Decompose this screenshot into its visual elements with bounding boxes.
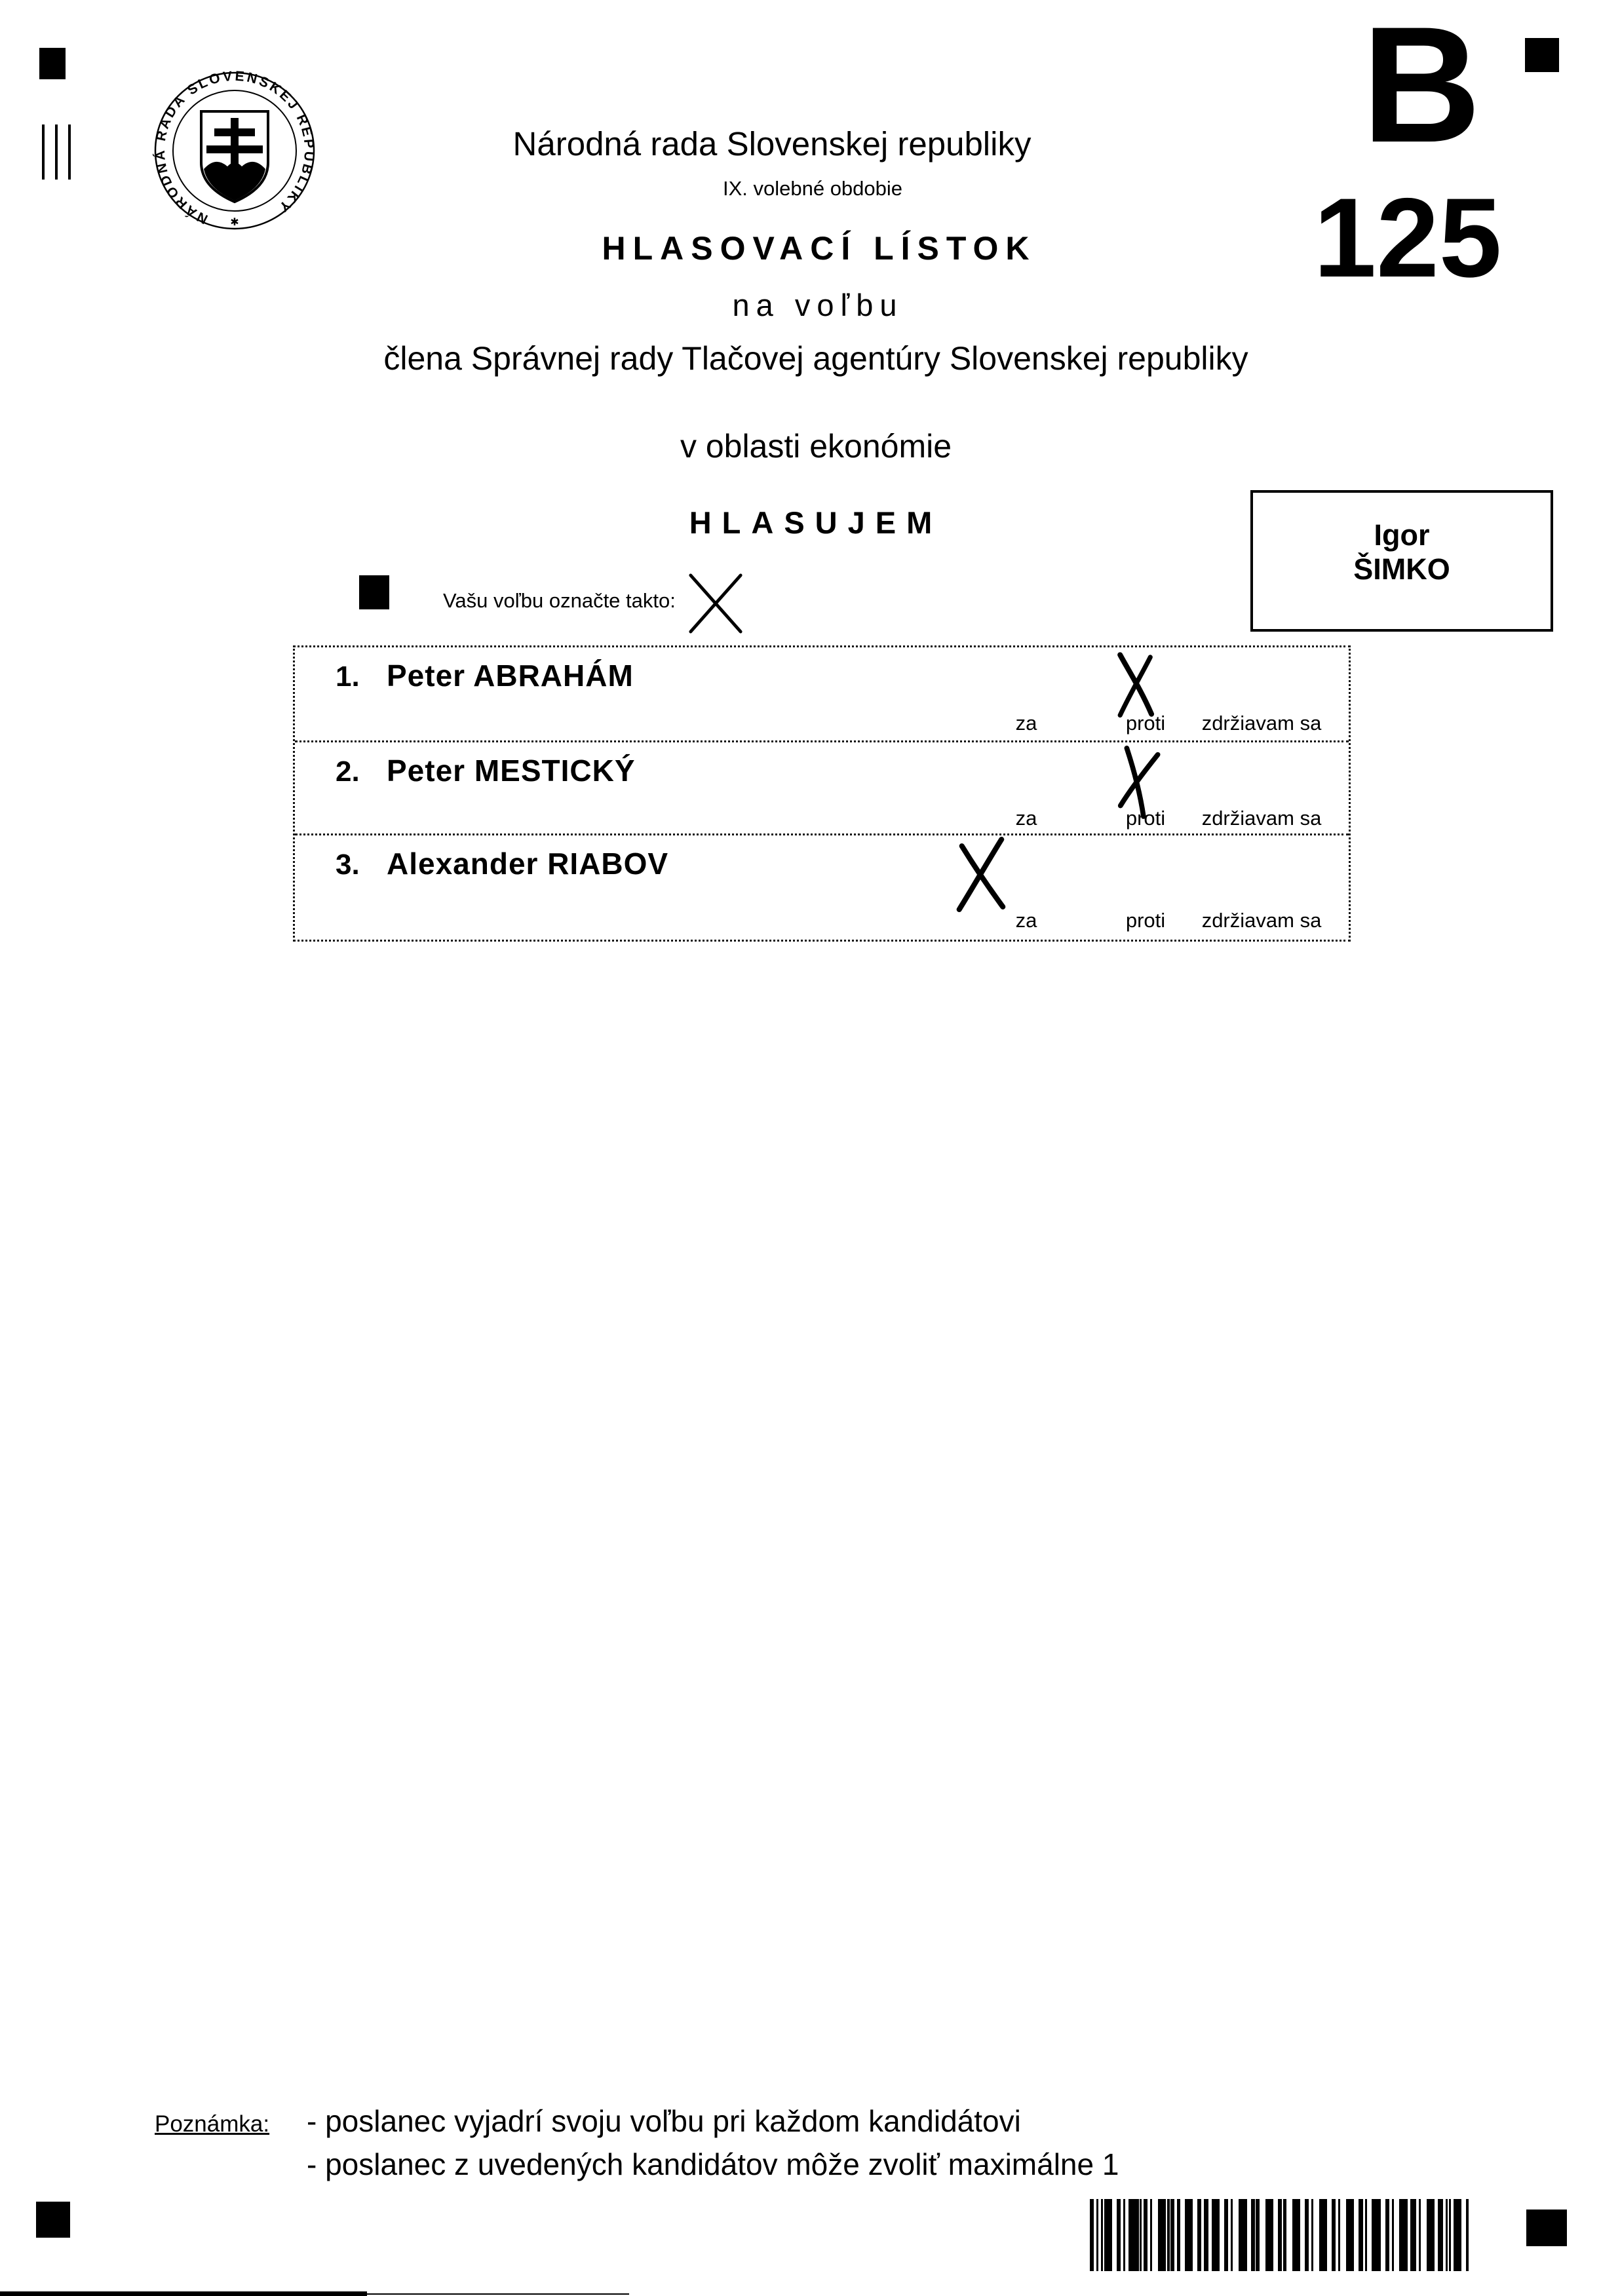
seal-ring-text: NÁRODNÁ RADA SLOVENSKEJ REPUBLIKY xyxy=(153,71,317,227)
option-proti: proti xyxy=(1125,909,1166,932)
registration-square-top-right xyxy=(1525,38,1559,72)
candidate-index: 3. xyxy=(336,849,360,881)
registration-square-top-left xyxy=(39,48,66,79)
candidate-index: 1. xyxy=(336,660,360,693)
candidates-table xyxy=(293,645,1351,942)
registration-square-bottom-left xyxy=(36,2202,70,2238)
footnote-line-2: - poslanec z uvedených kandidátov môže zvoliť maximálne 1 xyxy=(307,2147,1119,2181)
registration-square-bottom-right xyxy=(1526,2210,1567,2246)
seal-star: ✱ xyxy=(230,217,239,228)
option-za: za xyxy=(1015,807,1037,830)
ballot-number: 125 xyxy=(1313,175,1502,301)
sample-x-mark-icon xyxy=(687,571,744,636)
voter-name-box xyxy=(1250,490,1553,632)
candidate-name: Peter MESTICKÝ xyxy=(387,754,636,788)
instruction-square-mark xyxy=(359,575,389,609)
registration-line-2 xyxy=(55,124,58,180)
option-zdrziavam-sa: zdržiavam sa xyxy=(1201,712,1322,735)
election-area-line: v oblasti ekonómie xyxy=(680,428,952,465)
voter-first-name: Igor xyxy=(1374,518,1430,552)
option-zdrziavam-sa: zdržiavam sa xyxy=(1201,909,1322,932)
org-title: Národná rada Slovenskej republiky xyxy=(512,125,1032,163)
option-zdrziavam-sa: zdržiavam sa xyxy=(1201,807,1322,830)
registration-line-3 xyxy=(68,124,71,180)
candidate-row-1 xyxy=(295,647,1349,740)
vote-heading: HLASUJEM xyxy=(689,505,943,540)
vote-x-mark-icon xyxy=(1105,651,1168,718)
election-body-line: člena Správnej rady Tlačovej agentúry Slovenskej republiky xyxy=(383,340,1248,377)
candidate-index: 2. xyxy=(336,756,360,788)
document-subtitle: na voľbu xyxy=(732,288,904,322)
candidate-name: Peter ABRAHÁM xyxy=(387,659,634,693)
footnote-line-1: - poslanec vyjadrí svoju voľbu pri každom kandidátovi xyxy=(307,2104,1021,2138)
option-proti: proti xyxy=(1125,712,1166,735)
registration-line-1 xyxy=(42,124,45,180)
seal-emblem-icon xyxy=(153,71,317,231)
scan-edge-artifact-thin xyxy=(367,2293,629,2295)
barcode xyxy=(1090,2199,1469,2271)
candidate-row-2 xyxy=(295,740,1349,835)
footnote-label: Poznámka: xyxy=(155,2111,270,2137)
mark-instruction: Vašu voľbu označte takto: xyxy=(443,589,676,612)
seal-hills xyxy=(204,162,265,201)
candidate-name: Alexander RIABOV xyxy=(387,847,669,881)
option-proti: proti xyxy=(1125,807,1166,830)
parliament-seal xyxy=(153,71,317,231)
voter-last-name: ŠIMKO xyxy=(1353,552,1450,586)
vote-x-mark-icon xyxy=(949,837,1017,913)
document-title: HLASOVACÍ LÍSTOK xyxy=(602,230,1037,267)
election-term: IX. volebné obdobie xyxy=(722,177,903,200)
scan-edge-artifact xyxy=(0,2291,367,2296)
candidate-row-3 xyxy=(295,833,1349,938)
option-za: za xyxy=(1015,909,1037,932)
option-za: za xyxy=(1015,712,1037,735)
ballot-letter: B xyxy=(1362,0,1481,177)
